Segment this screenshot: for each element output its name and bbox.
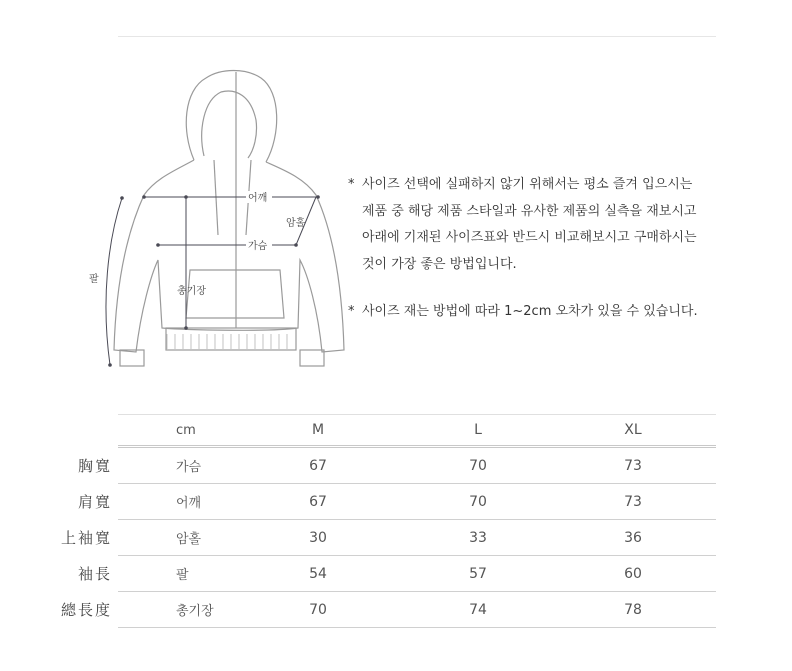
row-hanja-label: 袖長 [77, 565, 112, 583]
note-line: 제품 중 해당 제품 스타일과 유사한 제품의 실측을 재보시고 [362, 203, 697, 219]
note-line: 아래에 기재된 사이즈표와 반드시 비교해보시고 구매하시는 [362, 230, 697, 245]
hoodie-measurement-diagram [86, 60, 356, 390]
armhole-label: 암홀 [286, 218, 306, 229]
cell-m: 67 [309, 457, 327, 474]
length-label: 총기장 [177, 286, 206, 297]
hoodie-illustration [86, 60, 356, 390]
cell-xl: 60 [624, 565, 642, 582]
right-cuff [300, 350, 324, 366]
cell-m: 54 [309, 565, 327, 582]
header-size-xl: XL [624, 422, 642, 438]
cell-m: 30 [309, 529, 327, 546]
table-header-row [118, 414, 716, 448]
note-bullet: * [348, 304, 355, 319]
note-bullet: * [348, 177, 355, 192]
cell-l: 70 [469, 493, 487, 510]
cell-l: 70 [469, 457, 487, 474]
header-size-l: L [474, 422, 482, 438]
size-notes [348, 172, 748, 326]
table-row [60, 592, 716, 628]
chest-label: 가슴 [248, 241, 268, 252]
header-size-m: M [311, 422, 325, 438]
left-cuff [120, 350, 144, 366]
cell-xl: 36 [624, 529, 642, 546]
sleeve-label: 팔 [89, 274, 99, 285]
row-label: 어깨 [176, 496, 202, 511]
cell-m: 70 [309, 601, 327, 618]
cell-xl: 73 [624, 457, 642, 474]
note-line: 사이즈 재는 방법에 따라 1~2cm 오차가 있을 수 있습니다. [362, 304, 698, 319]
cell-xl: 73 [624, 493, 642, 510]
table-row [77, 484, 716, 520]
cell-l: 57 [469, 565, 487, 582]
note-line: 사이즈 선택에 실패하지 않기 위해서는 평소 즐겨 입으시는 [362, 177, 693, 192]
row-hanja-label: 上袖寬 [60, 529, 112, 547]
cell-xl: 78 [624, 601, 642, 618]
size-table [60, 414, 716, 628]
row-label: 가슴 [176, 460, 202, 475]
row-label: 총기장 [176, 604, 214, 619]
row-label: 팔 [176, 568, 189, 583]
hood-inner [202, 91, 257, 158]
table-row [60, 520, 716, 556]
row-hanja-label: 總長度 [60, 601, 112, 619]
table-row [77, 448, 716, 484]
note-line: 것이 가장 좋은 방법입니다. [362, 256, 517, 272]
hood-outline [186, 71, 276, 163]
table-row [77, 556, 716, 592]
header-unit: cm [176, 422, 196, 438]
note-item [348, 299, 748, 326]
row-label: 암홀 [176, 532, 202, 547]
note-item [348, 172, 748, 278]
top-divider [118, 36, 716, 37]
body-outline [114, 160, 344, 352]
cell-l: 33 [469, 529, 487, 546]
shoulder-label: 어깨 [248, 193, 268, 204]
cell-l: 74 [469, 601, 487, 618]
row-hanja-label: 肩寬 [77, 493, 112, 511]
row-hanja-label: 胸寬 [77, 457, 112, 475]
cell-m: 67 [309, 493, 327, 510]
